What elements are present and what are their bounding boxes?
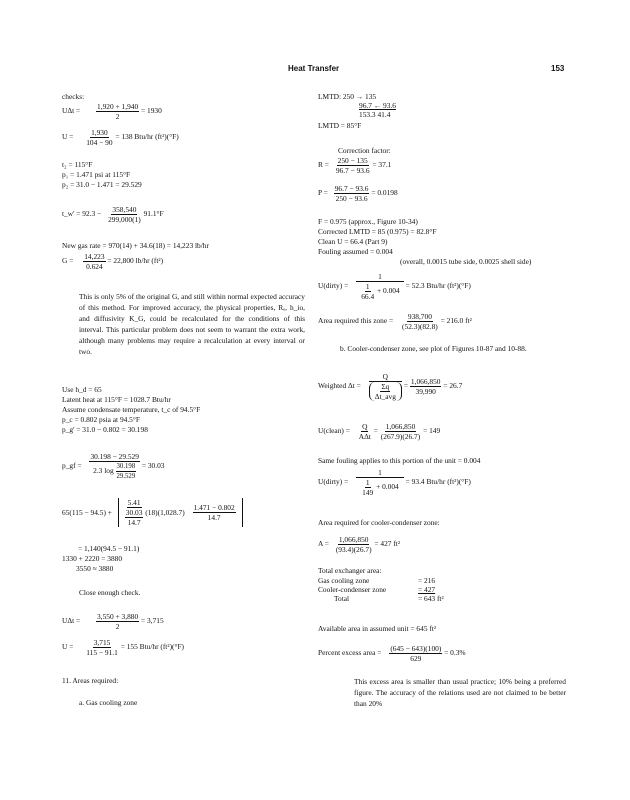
equation-tw: t_w' = 92.3 − $\frac{358,540}{299,000(1)}$ 91.1°F <box>62 205 164 224</box>
lmtd-result: LMTD = 85°F <box>318 121 362 130</box>
close-enough-check: Close enough check. <box>79 588 141 597</box>
lmtd-line-b: 96.7 ← 93.6 <box>359 101 396 110</box>
p1-line: p₁ = 1.471 psi at 115°F <box>62 170 131 179</box>
checks-label: checks: <box>62 92 85 101</box>
total-row: Total = 643 ft² <box>334 594 444 603</box>
equation-u: U = $\frac{1,930}{104 - 90}$ = 138 Btu/hr (ft²)(°F) <box>62 128 179 147</box>
equation-heat-balance: 65(115 − 94.5) + 5.41 30.03 14.7 (18)(1,028.7) $\frac{1.471 - 0.802}{14.7}$ <box>62 498 243 527</box>
running-header-title: Heat Transfer <box>288 64 340 73</box>
equation-udt: UΔt = $\frac{1,920 + 1,940}{2}$ = 1930 <box>62 102 162 121</box>
same-fouling-line: Same fouling applies to this portion of the unit = 0.004 <box>318 456 481 465</box>
lmtd-line-a: LMTD: 250 → 135 <box>318 92 377 101</box>
fouling-detail-line: (overall, 0.0015 tube side, 0.0025 shell side) <box>400 257 532 266</box>
eq-line-3: 3550 ≈ 3880 <box>76 564 114 573</box>
page-number: 153 <box>551 64 565 73</box>
equation-u-dirty-2: U(dirty) = 1 $\frac{1}{149}$ + 0.004 = 93.4 Btu/hr (ft²)(°F) <box>318 468 471 497</box>
equation-g: G = $\frac{14,223}{0.624}$ = 22,800 lb/hr (ft²) <box>62 252 164 271</box>
use-hd-line: Use h_d = 65 <box>62 385 102 394</box>
equation-u2: U = $\frac{3,715}{115 - 91.1}$ = 155 Btu/hr (ft²)(°F) <box>62 638 185 657</box>
gas-cooling-zone-label: a. Gas cooling zone <box>79 698 138 707</box>
equation-udt2: UΔt = $\frac{3,550 + 3,880}{2}$ = 3,715 <box>62 612 164 631</box>
gas-rate-line: New gas rate = 970(14) + 34.6(18) = 14,223 lb/hr <box>62 241 209 250</box>
t2-line: t₂ = 115°F <box>62 160 93 169</box>
equation-p: P = $\frac{96.7 - 93.6}{250 - 93.6}$ = 0.0198 <box>318 184 398 203</box>
eq-line-1: = 1,140(94.5 − 91.1) <box>78 544 140 553</box>
fouling-line: Fouling assumed = 0.004 <box>318 247 393 256</box>
total-area-header: Total exchanger area: <box>318 566 382 575</box>
equation-weighted-dt: Weighted Δt = $\frac{Q}{\frac{\Sigma q}{\text{Δt\_avg}}}$ = $\frac{1,066,850}{39,990}$ = 26.7 <box>318 372 463 401</box>
lmtd-line-c: 153.3 41.4 <box>359 110 391 119</box>
part-b-label: b. Cooler-condenser zone, see plot of Figures 10-87 and 10-88. <box>340 344 527 353</box>
correction-factor-label: Correction factor: <box>338 146 391 155</box>
paragraph-excess-note: This excess area is smaller than usual practice; 10% being a preferred figure. The accuracy of the relations used are not claimed to be better than 20% <box>354 677 566 708</box>
section-areas-required: 11. Areas required: <box>62 676 119 685</box>
latent-heat-line: Latent heat at 115°F = 1028.7 Btu/hr <box>62 395 171 404</box>
paragraph-accuracy-note: This is only 5% of the original G, and still within normal expected accuracy of this method. For improved accuracy, the physical properties, Rₑ, h_io, and diffusivity K_G, could be recalculated for the conditions of this interval. This particular problem does not seem to warrant the extra work, although many problems may require a recalculation at every interval or two. <box>79 292 305 356</box>
corrected-lmtd-line: Corrected LMTD = 85 (0.975) = 82.8°F <box>318 227 437 236</box>
available-area-line: Available area in assumed unit = 645 ft² <box>318 624 437 633</box>
equation-u-clean: U(clean) = $\frac{Q}{\text{AΔt}}$ = $\frac{1,066,850}{(267.9)(26.7)}$ = 149 <box>318 422 441 441</box>
pc-line: p_c = 0.802 psia at 94.5°F <box>62 415 140 424</box>
equation-r: R = $\frac{250 - 135}{96.7 - 93.6}$ = 37.1 <box>318 156 392 175</box>
equation-a: A = $\frac{1,066,850}{(93.4)(26.7)}$ = 427 ft² <box>318 535 401 554</box>
clean-u-line: Clean U = 66.4 (Part 9) <box>318 237 388 246</box>
area-cooler-condenser-label: Area required for cooler-condenser zone: <box>318 518 440 527</box>
equation-pgf: p_gf = 30.198 − 29.529 2.3 log $\frac{30.198}{29.529}$ = 30.03 <box>62 452 165 480</box>
assume-condensate-line: Assume condensate temperature, t_c of 94.5°F <box>62 405 201 414</box>
pg-prime-line: p_g' = 31.0 − 0.802 = 30.198 <box>62 425 148 434</box>
equation-u-dirty: U(dirty) = 1 $\frac{1}{66.4}$ + 0.004 = 52.3 Btu/hr (ft²)(°F) <box>318 272 471 301</box>
equation-percent-excess: Percent excess area = $\frac{(645 - 643)(100)}{629}$ = 0.3% <box>318 644 466 663</box>
p2-line: p₂ = 31.0 − 1.471 = 29.529 <box>62 180 142 189</box>
gas-cooling-zone-row: Gas cooling zone = 216 <box>318 576 436 585</box>
cooler-condenser-zone-row: Cooler-condenser zone = 427 <box>318 585 436 594</box>
f-line: F = 0.975 (approx., Figure 10-34) <box>318 217 418 226</box>
equation-area-zone: Area required this zone = $\frac{938,700}{(52.3)(82.8)}$ = 216.0 ft² <box>318 312 472 331</box>
eq-line-2: 1330 + 2220 = 3880 <box>62 554 123 563</box>
